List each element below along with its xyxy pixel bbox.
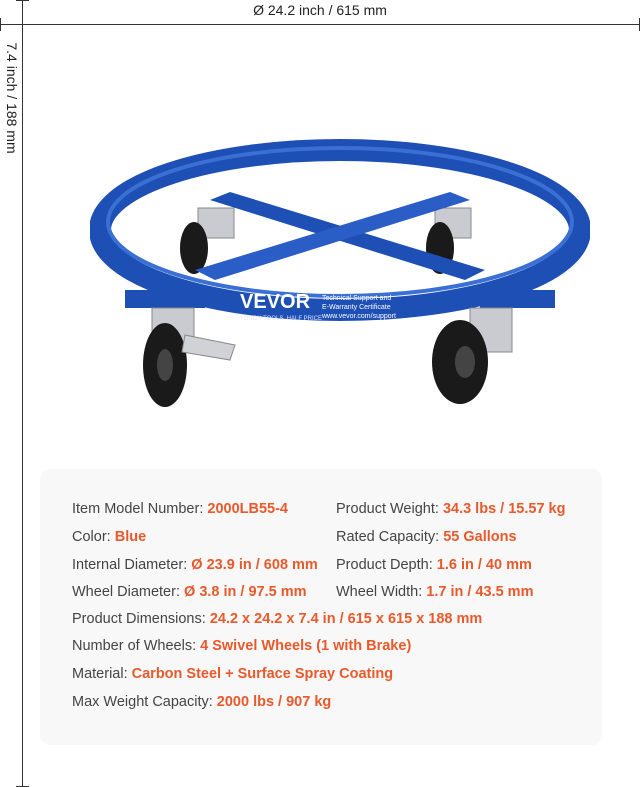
width-dimension-tick-left: [0, 18, 1, 31]
spec-wheels: [72, 638, 411, 654]
spec-wheel-width: [336, 584, 533, 600]
spec-label: Number of Wheels:: [72, 638, 197, 654]
spec-material: [72, 666, 393, 682]
spec-wheel-diameter: [72, 584, 307, 600]
spec-internal-diameter: [72, 557, 318, 573]
spec-value: 55 Gallons: [443, 529, 517, 545]
spec-value: Ø 23.9 in / 608 mm: [191, 557, 318, 573]
spec-value: 2000 lbs / 907 kg: [216, 694, 332, 710]
spec-label: Item Model Number:: [72, 501, 204, 517]
spec-value: 1.7 in / 43.5 mm: [426, 584, 534, 600]
spec-value: 1.6 in / 40 mm: [436, 557, 532, 573]
width-dimension: [0, 0, 493, 30]
height-dimension-label: 7.4 inch / 188 mm: [4, 42, 20, 154]
front-left-bracket: [125, 290, 205, 308]
spec-label: Product Weight:: [336, 501, 439, 517]
front-right-bracket: [480, 290, 555, 308]
front-right-caster: [432, 308, 512, 404]
support-line-1: Technical Support and: [322, 295, 392, 302]
width-dimension-line: [0, 24, 640, 25]
spec-value: 34.3 lbs / 15.57 kg: [442, 501, 566, 517]
spec-label: Product Dimensions:: [72, 611, 206, 627]
spec-value: 2000LB55-4: [207, 501, 288, 517]
support-url: www.vevor.com/support: [322, 313, 396, 320]
spec-value: Carbon Steel + Surface Spray Coating: [131, 666, 394, 682]
spec-label: Wheel Diameter:: [72, 584, 180, 600]
spec-dimensions: [72, 611, 482, 627]
support-line-2: E-Warranty Certificate: [322, 304, 391, 311]
spec-max-weight: [72, 694, 331, 710]
brand-logo: VEVOR: [240, 291, 311, 313]
spec-weight: [336, 501, 565, 517]
spec-label: Wheel Width:: [336, 584, 423, 600]
spec-depth: [336, 557, 532, 573]
spec-color: [72, 529, 146, 545]
spec-value: 4 Swivel Wheels (1 with Brake): [200, 638, 412, 654]
spec-label: Color:: [72, 529, 111, 545]
height-dimension-line: [22, 0, 23, 787]
spec-value: Ø 3.8 in / 97.5 mm: [184, 584, 307, 600]
height-dimension: [0, 30, 30, 228]
spec-capacity: [336, 529, 517, 545]
spec-label: Max Weight Capacity:: [72, 694, 213, 710]
drum-dolly-illustration: [90, 130, 590, 430]
width-dimension-label: Ø 24.2 inch / 615 mm: [253, 2, 387, 18]
spec-model: [72, 501, 288, 517]
front-left-caster-with-brake: [143, 308, 235, 407]
brand-tagline: TOUGH TOOLS, HALF PRICE: [240, 316, 323, 322]
spec-label: Internal Diameter:: [72, 557, 188, 573]
spec-label: Product Depth:: [336, 557, 433, 573]
specifications-card: [40, 469, 602, 745]
spec-value: Blue: [114, 529, 147, 545]
spec-value: 24.2 x 24.2 x 7.4 in / 615 x 615 x 188 mm: [209, 611, 483, 627]
spec-label: Rated Capacity:: [336, 529, 440, 545]
spec-label: Material:: [72, 666, 128, 682]
